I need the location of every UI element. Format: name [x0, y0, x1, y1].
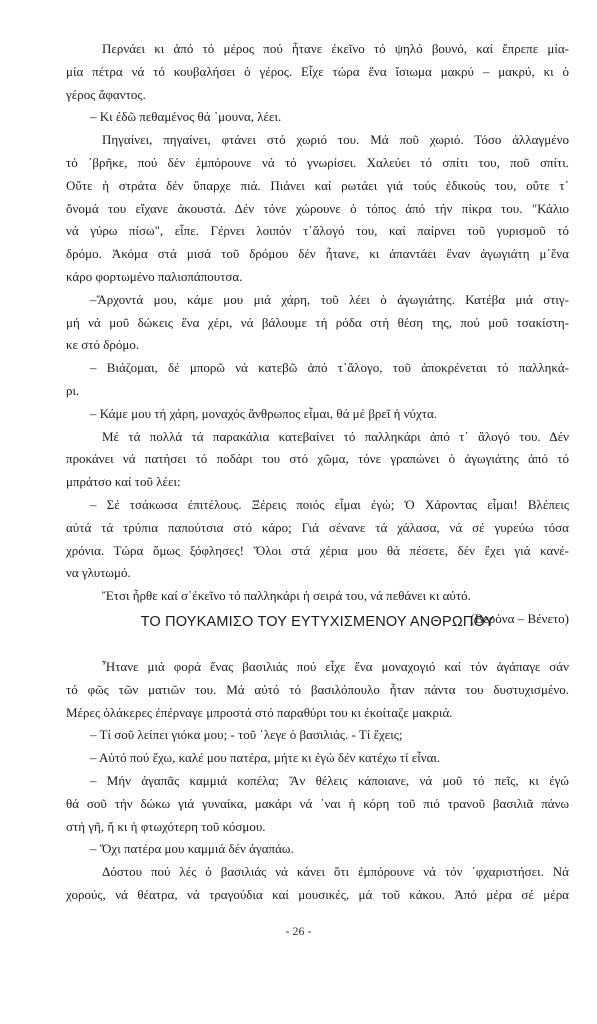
dialogue-line: –Ἄρχοντά μου, κάμε μου μιά χάρη, τοῦ λέει ὁ ἀγωγιάτης. Κατέβα μιά στιγ-: [90, 291, 569, 307]
story-source: (Βερόνα – Βένετο): [470, 610, 569, 626]
text-line: κε στό δρόμο.: [66, 337, 140, 353]
text-line: Δόστου πού λές ὁ βασιλιάς νά κάνει ὅτι ἐμπόρουνε νά τόν ᾽φχαριστήσει. Νά: [102, 864, 569, 880]
story-body-first: [66, 38, 569, 631]
text-line: μπράτσο καί τοῦ λέει:: [66, 474, 181, 490]
text-line: τό φῶς τῶν ματιῶν του. Μά αὐτό τό βασιλόπουλο ἦταν πάντα του δυστυχισμένο.: [66, 681, 569, 697]
text-line: ὄνομά του εἴχανε ἀκουστά. Δέν τόνε χώρουνε ὁ τόπος ἀπό τήν πίκρα του. "Κάλιο: [66, 200, 569, 216]
text-line: θά σοῦ τήν δώκω γιά γυναίκα, μακάρι νά ᾽ναι ἡ κόρη τοῦ πιό τρανοῦ βασιλιᾶ πάνω: [66, 795, 569, 811]
text-line: Μέ τά πολλά τά παρακάλια κατεβαίνει τό παλληκάρι ἀπό τ᾽ ἄλογό του. Δέν: [102, 428, 569, 444]
text-line: Οὔτε ἡ στράτα δέν ὕπαρχε πιά. Πιάνει καί ρωτάει γιά τούς ἐδικούς του, οὔτε τ᾽: [66, 177, 569, 193]
text-line: Ἔτσι ἦρθε καί σ᾽ἐκεῖνο τό παλληκάρι ἡ σειρά του, νά πεθάνει κι αὐτό.: [102, 588, 471, 604]
page-number: - 26 -: [285, 924, 312, 938]
text-line: Πηγαίνει, πηγαίνει, φτάνει στό χωριό του. Μά ποῦ χωριό. Τόσο ἀλλαγμένο: [102, 132, 569, 148]
text-line: Ἦτανε μιά φορά ἕνας βασιλιάς πού εἶχε ἕνα μοναχογιό καί τόν ἀγάπαγε σάν: [102, 659, 569, 674]
text-line: στή γῆ, ἤ κι ἡ φτωχότερη τοῦ κόσμου.: [66, 818, 266, 834]
text-line: χορούς, νά θέατρα, νά τραγούδια καί μουσικές, μά τοῦ κάκου. Ἀπό μέρα σέ μέρα: [66, 886, 569, 902]
dialogue-line: – Ὄχι πατέρα μου καμμιά δέν ἀγαπάω.: [90, 841, 294, 857]
text-line: μία πέτρα νά τό κουβαλήσει ὁ γέρος. Εἶχε τώρα ἕνα ἴσιωμα μακρύ – μακρύ, κι ὁ: [66, 63, 569, 79]
dialogue-line: – Κι ἐδῶ πεθαμένος θά ᾽μουνα, λέει.: [90, 109, 282, 125]
text-line: μή νά μοῦ δώκεις ἕνα χέρι, νά βάλουμε τή ρόδα στή θέση της, πού μοῦ τσακίστη-: [66, 314, 569, 330]
text-line: δρόμο. Ἀκόμα στά μισά τοῦ δρόμου δέν ἦτανε, κι ἀπαντάει ἕναν ἀγωγιάτη μ᾽ἕνα: [66, 246, 569, 262]
text-line: Περνάει κι ἀπό τό μέρος πού ἦτανε ἐκεῖνο τό ψηλό βουνό, καί ἔπρεπε μία-: [102, 41, 569, 56]
dialogue-line: – Σέ τσάκωσα ἐπιτέλους. Ξέρεις ποιός εἶμαι ἐγώ; Ὁ Χάροντας εἶμαι! Βλέπεις: [90, 496, 569, 512]
dialogue-line: – Τί σοῦ λείπει γιόκα μου; - τοῦ ᾽λεγε ὁ βασιλιάς. - Τί ἔχεις;: [90, 727, 403, 743]
text-line: γέρος ἄφαντος.: [66, 86, 146, 102]
text-line: κάρο φορτωμένο παλιοπάπουτσα.: [66, 268, 243, 284]
text-line: χρόνια. Τώρα ὅμως ξόφλησες! Ὅλοι στά χέρια μου θά πέσετε, δέν ἔχει γιά κανέ-: [66, 542, 569, 558]
text-line: Μέρες ὁλάκερες ἐπέρναγε μπροστά στό παραθύρι του κι ἐκοίταζε μακριά.: [66, 704, 453, 720]
text-line: νά γύρω πίσω", εἶπε. Γέρνει λοιπόν τ᾽ἄλογό του, καί παίρνει τοῦ γυρισμοῦ τό: [66, 223, 569, 239]
story-title: ΤΟ ΠΟΥΚΑΜΙΣΟ ΤΟΥ ΕΥΤΥΧΙΣΜΕΝΟΥ ΑΝΘΡΩΠΟΥ: [140, 614, 495, 630]
dialogue-line: – Κάμε μου τή χάρη, μοναχός ἄνθρωπος εἶμαι, θά μέ βρεῖ ἡ νύχτα.: [90, 405, 438, 421]
dialogue-line: – Μήν ἀγαπᾶς καμμιά κοπέλα; Ἄν θέλεις κάποιανε, νά μοῦ τό πεῖς, κι ἐγώ: [90, 772, 569, 788]
text-line: προκάνει νά πατήσει τό ποδάρι του στό χῶμα, τόνε γραπώνει ὁ ἀγωγιάτης ἀπό τό: [66, 451, 569, 467]
story-body-second: [66, 656, 569, 907]
text-line: ρι.: [66, 382, 80, 398]
text-line: να γλυτωμό.: [66, 565, 131, 581]
dialogue-line: – Βιάζομαι, δέ μπορῶ νά κατεβῶ ἀπό τ᾽ἄλογο, τοῦ ἀποκρένεται τό παλληκά-: [90, 360, 569, 376]
text-line: αὐτά τά τρύπια παπούτσια στό κάρο; Γιά σένανε τά χάλασα, νά σέ γυρεύω τόσα: [66, 519, 569, 535]
dialogue-line: – Αὐτό πού ἔχω, καλέ μου πατέρα, μήτε κι ἐγώ δέν κατέχω τί εἶναι.: [90, 750, 441, 766]
text-line: τό ᾽βρῆκε, πού δέν ἐμπόρουνε νά τό γνωρίσει. Χαλεύει τό σπίτι του, ποῦ σπίτι.: [66, 154, 569, 170]
